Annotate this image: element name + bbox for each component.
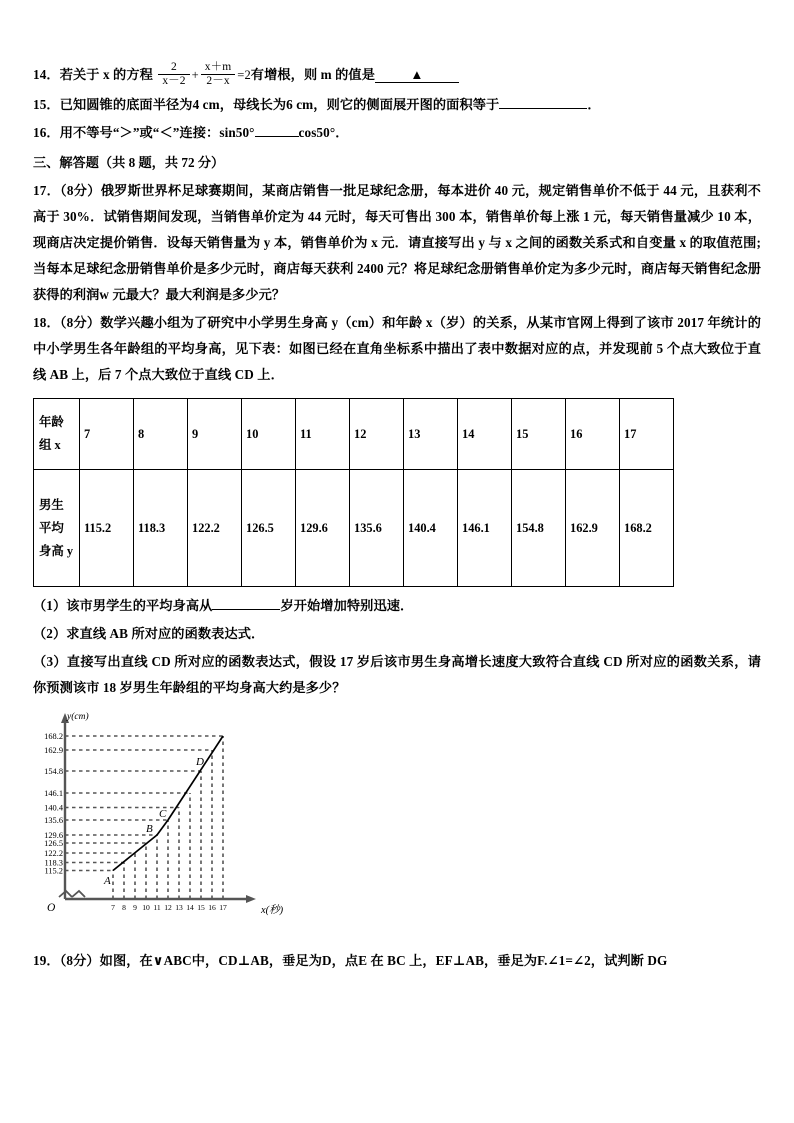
- question-14-equation: [156, 61, 250, 89]
- question-16-number: 16．: [33, 125, 60, 141]
- segment-bc: [157, 820, 168, 835]
- table-cell-age: 9: [188, 399, 242, 470]
- table-row-header-height: 男生平均身高 y: [34, 470, 80, 587]
- y-tick-label: 115.2: [44, 866, 63, 876]
- table-cell-height: 126.5: [242, 470, 296, 587]
- x-tick-label: 15: [197, 903, 205, 913]
- table-row-heights: [34, 470, 674, 587]
- question-16-left-expression: sin50°: [219, 125, 255, 141]
- height-age-graph: [33, 707, 293, 942]
- fraction-two: [201, 61, 236, 89]
- question-17-body: 俄罗斯世界杯足球赛期间，某商店销售一批足球纪念册，每本进价 40 元，规定销售单价不低于 44 元，且获利不高于 30%．试销售期间发现，当销售单价定为 44 元时，每天可售出 300 本，销售单价每上涨 1 元，每天销售量减少 10 本，现商店决定提价销售．设每天销售量为 y 本，销售单价为 x 元．请直接写出 y 与 x 之间的函数关系式和自变量 x 的取值范围;当每本足球纪念册销售单价是多少元时，商店每天获利 2400 元？将足球纪念册销售单价定为多少元时，商店每天销售纪念册获得的利润w 元最大？最大利润是多少元？: [33, 183, 761, 303]
- y-tick-label: 126.5: [44, 839, 63, 849]
- fraction-two-denominator: 2－x: [201, 74, 236, 89]
- x-tick-label: 14: [186, 903, 194, 913]
- y-tick-label: 135.6: [44, 816, 63, 826]
- question-18-sub-3: （3）直接写出直线 CD 所对应的函数表达式，假设 17 岁后该市男生身高增长速度大致符合直线 CD 所对应的函数关系，请你预测该市 18 岁男生年龄组的平均身高大约是多少？: [33, 654, 761, 696]
- point-label-c: C: [159, 808, 167, 821]
- question-18-score: （8分）: [59, 315, 101, 331]
- height-data-table-wrapper: [33, 398, 761, 587]
- x-tick-label: 16: [208, 903, 216, 913]
- origin-label: O: [47, 902, 56, 915]
- question-16-right-expression: cos50°: [298, 125, 336, 141]
- equation-right-side: 2: [244, 68, 251, 83]
- question-15-text-c: ，则它的侧面展开图的面积等于: [313, 97, 500, 113]
- x-tick-label: 9: [133, 903, 137, 913]
- question-17: [33, 178, 761, 308]
- y-tick-label: 154.8: [44, 767, 63, 777]
- x-tick-label: 10: [142, 903, 150, 913]
- table-row-ages: [34, 399, 674, 470]
- table-cell-age: 12: [350, 399, 404, 470]
- table-cell-age: 13: [404, 399, 458, 470]
- x-axis-title: x(秒): [261, 905, 284, 917]
- question-15-radius: 4 cm: [192, 97, 220, 113]
- question-15: [33, 92, 761, 118]
- table-cell-height: 140.4: [404, 470, 458, 587]
- question-15-number: 15．: [33, 97, 60, 113]
- question-18-sub-1: [33, 593, 761, 619]
- question-18-sub-2: （2）求直线 AB 所对应的函数表达式．: [33, 626, 265, 642]
- segment-cd: [168, 736, 223, 820]
- x-tick-label: 11: [153, 903, 161, 913]
- question-18-sub-1-text-a: （1）该市男学生的平均身高从: [33, 598, 213, 614]
- segment-ab: [113, 835, 157, 871]
- question-14-tail: 有增根，则 m 的值是: [250, 67, 375, 83]
- table-cell-age: 11: [296, 399, 350, 470]
- axis-break-mark-2: [72, 891, 85, 897]
- x-tick-label: 8: [122, 903, 126, 913]
- question-19: [33, 948, 761, 974]
- question-15-text-a: 已知圆锥的底面半径为: [59, 97, 193, 113]
- question-15-text-b: ，母线长为: [219, 97, 287, 113]
- height-data-table: [33, 398, 674, 587]
- table-cell-height: 122.2: [188, 470, 242, 587]
- question-18-number: 18．: [33, 315, 60, 331]
- fraction-one-numerator: 2: [171, 60, 177, 73]
- table-cell-age: 10: [242, 399, 296, 470]
- plus-operator: +: [191, 68, 199, 83]
- point-label-b: B: [146, 823, 153, 836]
- question-16-text-a: 用不等号“＞”或“＜”连接：: [59, 125, 220, 141]
- y-axis-title: y(cm): [67, 712, 89, 723]
- table-cell-height: 135.6: [350, 470, 404, 587]
- fraction-one: [158, 61, 189, 89]
- question-14-lead: 若关于 x 的方程: [59, 67, 153, 83]
- y-tick-label: 122.2: [44, 849, 63, 859]
- question-16-answer-blank[interactable]: [255, 136, 299, 137]
- section-3-heading: 三、解答题（共 8 题，共 72 分）: [33, 155, 225, 171]
- table-cell-age: 7: [80, 399, 134, 470]
- question-18-sub-1-text-b: 岁开始增加特别迅速．: [280, 598, 414, 614]
- table-cell-height: 162.9: [566, 470, 620, 587]
- x-tick-label: 13: [175, 903, 183, 913]
- table-cell-height: 129.6: [296, 470, 350, 587]
- question-17-number: 17．: [33, 183, 61, 199]
- table-cell-height: 168.2: [620, 470, 674, 587]
- table-cell-height: 118.3: [134, 470, 188, 587]
- question-15-slant: 6 cm: [286, 97, 314, 113]
- point-label-d: D: [196, 756, 204, 769]
- y-tick-label: 118.3: [44, 858, 63, 868]
- x-axis-arrow: [246, 895, 256, 903]
- y-tick-label: 140.4: [44, 803, 63, 813]
- table-cell-height: 115.2: [80, 470, 134, 587]
- table-cell-age: 16: [566, 399, 620, 470]
- fraction-two-numerator: x＋m: [204, 60, 232, 73]
- table-cell-height: 154.8: [512, 470, 566, 587]
- question-18: [33, 310, 761, 388]
- question-19-body: 如图，在∨ABC中，CD⊥AB，垂足为D，点E 在 BC 上，EF⊥AB，垂足为F.∠1=∠2，试判断 DG: [99, 953, 668, 969]
- equals-operator: =: [237, 68, 245, 83]
- table-cell-age: 17: [620, 399, 674, 470]
- point-label-a: A: [104, 875, 111, 888]
- question-14-number: 14．: [33, 67, 60, 83]
- question-16: [33, 120, 761, 146]
- table-cell-age: 14: [458, 399, 512, 470]
- table-cell-height: 146.1: [458, 470, 512, 587]
- x-tick-label: 17: [219, 903, 227, 913]
- y-tick-label: 168.2: [44, 732, 63, 742]
- y-tick-label: 162.9: [44, 746, 63, 756]
- page-content: [33, 62, 761, 976]
- y-tick-label: 129.6: [44, 831, 63, 841]
- data-polyline: [113, 736, 223, 871]
- question-15-text-d: ．: [587, 97, 601, 113]
- question-19-number: 19．: [33, 953, 60, 969]
- question-18-body: 数学兴趣小组为了研究中小学男生身高 y（cm）和年龄 x（岁）的关系，从某市官网上得到了该市 2017 年统计的中小学男生各年龄组的平均身高，见下表：如图已经在直角坐标系中描出了表中数据对应的点，并发现前 5 个点大致位于直线 AB 上，后 7 个点大致位于直线 CD 上．: [33, 315, 761, 383]
- fraction-one-denominator: x－2: [158, 74, 189, 89]
- question-14-answer-blank[interactable]: ▲: [375, 68, 459, 83]
- x-tick-label: 7: [111, 903, 115, 913]
- question-19-score: （8分）: [59, 953, 100, 969]
- graph-svg: [33, 707, 293, 942]
- question-14: [33, 62, 761, 90]
- table-cell-age: 15: [512, 399, 566, 470]
- table-cell-age: 8: [134, 399, 188, 470]
- question-16-text-b: ．: [335, 125, 349, 141]
- question-15-answer-blank[interactable]: [499, 108, 587, 109]
- x-tick-labels: [111, 903, 227, 912]
- y-tick-label: 146.1: [44, 789, 63, 799]
- question-17-score: （8分）: [60, 183, 101, 199]
- x-tick-label: 12: [164, 903, 172, 913]
- question-18-sub-1-blank[interactable]: [212, 609, 280, 610]
- table-row-header-age: 年龄组 x: [34, 399, 80, 470]
- y-tick-labels: [44, 732, 64, 876]
